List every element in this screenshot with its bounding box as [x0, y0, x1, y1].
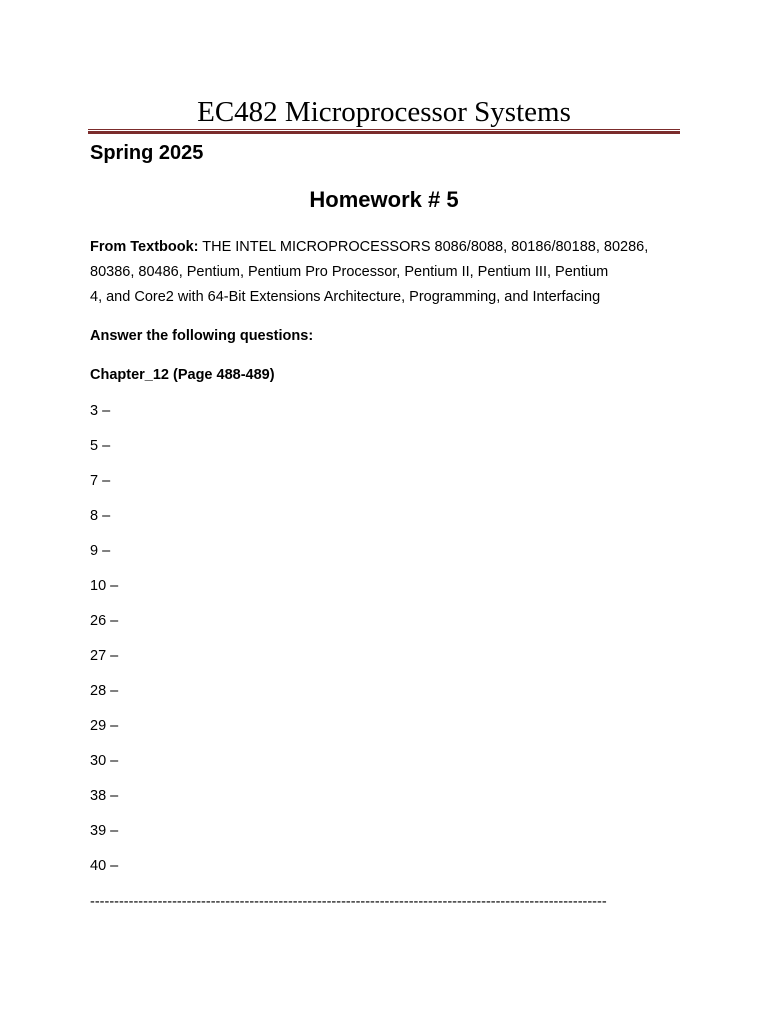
question-item: 39 – — [90, 823, 119, 839]
textbook-text-2: 80386, 80486, Pentium, Pentium Pro Processor, Pentium II, Pentium III, Pentium — [90, 264, 609, 280]
textbook-line-1 — [90, 235, 680, 260]
question-item: 27 – — [90, 648, 119, 664]
title-rule-thick-line — [88, 131, 680, 134]
textbook-text-1: THE INTEL MICROPROCESSORS 8086/8088, 80186/80188, 80286, — [198, 239, 649, 255]
textbook-label: From Textbook: — [90, 239, 199, 255]
question-item: 7 – — [90, 473, 111, 489]
title-rule — [88, 129, 680, 134]
dashed-separator: ----------------------------------------------------------------------------------------------------------- — [90, 894, 607, 910]
question-item: 26 – — [90, 613, 119, 629]
question-item: 28 – — [90, 683, 119, 699]
textbook-text-3: 4, and Core2 with 64-Bit Extensions Architecture, Programming, and Interfacing — [90, 289, 601, 305]
question-item: 8 – — [90, 508, 111, 524]
chapter-heading: Chapter_12 (Page 488-489) — [90, 367, 275, 383]
title-rule-thin-line — [88, 129, 680, 130]
question-item: 10 – — [90, 578, 119, 594]
question-item: 29 – — [90, 718, 119, 734]
homework-title: Homework # 5 — [309, 187, 459, 212]
instructions: Answer the following questions: — [90, 328, 314, 344]
question-item: 40 – — [90, 858, 119, 874]
question-item: 30 – — [90, 753, 119, 769]
question-item: 9 – — [90, 543, 111, 559]
question-list — [90, 400, 118, 890]
textbook-paragraph — [90, 235, 680, 310]
question-item: 38 – — [90, 788, 119, 804]
semester-label: Spring 2025 — [90, 142, 204, 164]
page-title: EC482 Microprocessor Systems — [197, 96, 571, 128]
question-item: 5 – — [90, 438, 111, 454]
question-item: 3 – — [90, 403, 111, 419]
